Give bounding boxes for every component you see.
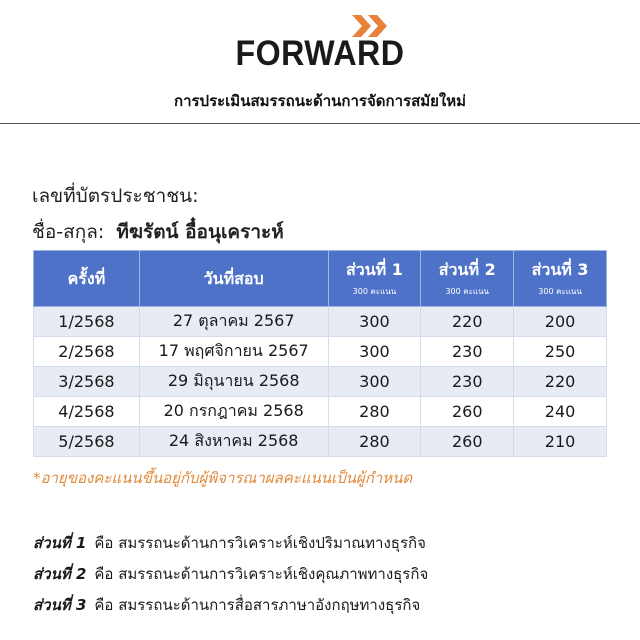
header-part2: ส่วนที่ 2 300 คะแนน [421,251,514,307]
cell-part2: 230 [421,367,514,397]
cell-part1: 300 [328,337,421,367]
cell-round: 2/2568 [34,337,140,367]
cell-round: 4/2568 [34,397,140,427]
name-field [32,217,284,247]
cell-round: 1/2568 [34,307,140,337]
footnote: *อายุของคะแนนขึ้นอยู่กับผู้พิจารณาผลคะแนนเป็นผู้กำหนด [33,469,413,487]
cell-part3: 250 [514,337,607,367]
name-value: ทีฆรัตน์ อื๋อนุเคราะห์ [116,221,284,243]
header-divider [0,123,640,124]
cell-part1: 280 [328,397,421,427]
header-round: ครั้งที่ [34,251,140,307]
cell-date: 20 กรกฎาคม 2568 [139,397,328,427]
cell-date: 17 พฤศจิกายน 2567 [139,337,328,367]
cell-part3: 200 [514,307,607,337]
cell-part3: 240 [514,397,607,427]
table-row [34,337,607,367]
page-subtitle: การประเมินสมรรถนะด้านการจัดการสมัยใหม่ [173,92,467,110]
table-header-row [34,251,607,307]
cell-date: 24 สิงหาคม 2568 [139,427,328,457]
cell-part3: 210 [514,427,607,457]
definition-item [33,531,426,555]
definition-label: ส่วนที่ 2 [33,565,87,583]
header [0,0,640,124]
cell-round: 3/2568 [34,367,140,397]
definition-label: ส่วนที่ 3 [33,596,87,614]
definition-item [33,593,420,617]
header-part1: ส่วนที่ 1 300 คะแนน [328,251,421,307]
id-field [32,181,199,211]
cell-date: 27 ตุลาคม 2567 [139,307,328,337]
header-part3: ส่วนที่ 3 300 คะแนน [514,251,607,307]
definition-label: ส่วนที่ 1 [33,534,87,552]
cell-date: 29 มิถุนายน 2568 [139,367,328,397]
definition-text: คือ สมรรถนะด้านการวิเคราะห์เชิงคุณภาพทางธุรกิจ [94,565,429,583]
definition-item [33,562,428,586]
table-row [34,427,607,457]
cell-part3: 220 [514,367,607,397]
cell-part2: 260 [421,397,514,427]
cell-part1: 300 [328,367,421,397]
cell-part1: 280 [328,427,421,457]
name-label: ชื่อ-สกุล: [32,221,105,243]
cell-part1: 300 [328,307,421,337]
logo-wordmark: FORWARD [235,34,405,73]
definition-text: คือ สมรรถนะด้านการสื่อสารภาษาอังกฤษทางธุรกิจ [94,596,421,614]
table-row [34,397,607,427]
cell-part2: 230 [421,337,514,367]
header-date: วันที่สอบ [139,251,328,307]
cell-part2: 220 [421,307,514,337]
cell-part2: 260 [421,427,514,457]
definition-text: คือ สมรรถนะด้านการวิเคราะห์เชิงปริมาณทางธุรกิจ [94,534,426,552]
score-table [33,250,607,457]
id-label: เลขที่บัตรประชาชน: [32,185,199,207]
table-row [34,307,607,337]
table-row [34,367,607,397]
cell-round: 5/2568 [34,427,140,457]
